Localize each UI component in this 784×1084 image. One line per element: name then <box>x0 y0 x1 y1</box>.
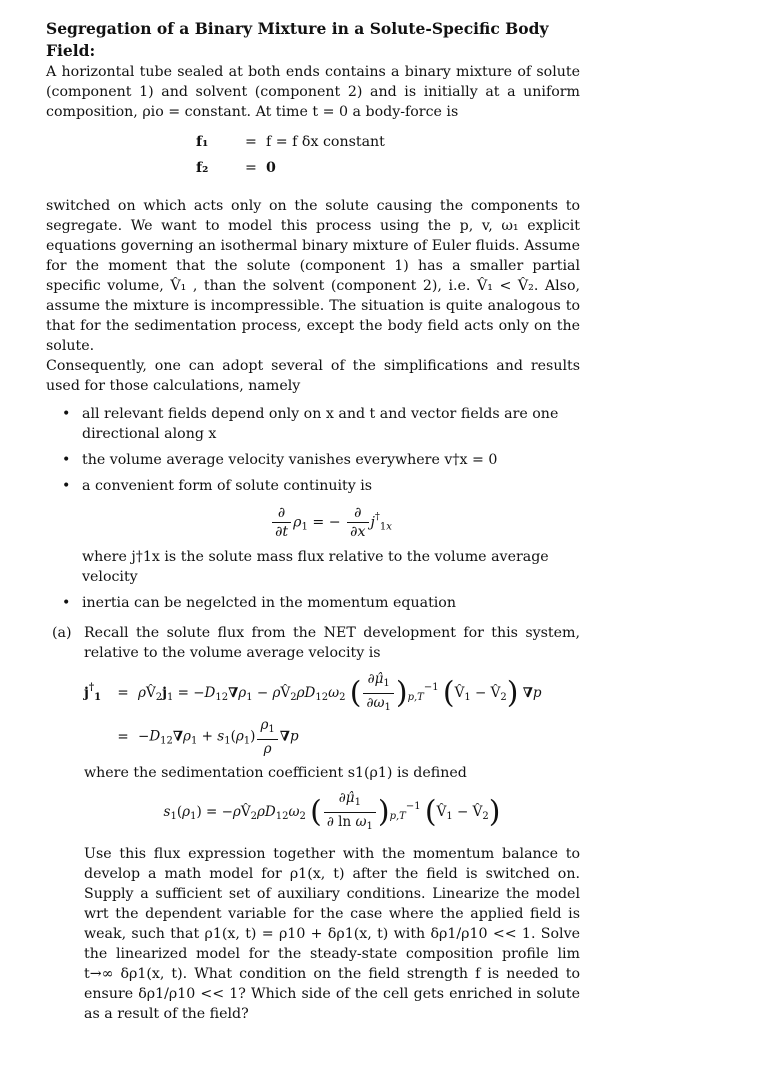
bullet-icon: • <box>62 406 71 422</box>
simplifications-paragraph: Consequently, one can adopt several of the simplifications and results used for those calculations, namely <box>46 358 580 394</box>
problem-title: Segregation of a Binary Mixture in a Solute-Specific Body Field: <box>46 19 549 60</box>
bullet-1-text: all relevant fields depend only on x and t and vector fields are one directional along x <box>82 406 559 442</box>
bullet-3-where: where j†1x is the solute mass flux relative to the volume average velocity <box>82 549 549 585</box>
eq-f1-lhs: f₁ <box>196 134 209 150</box>
bullet-icon: • <box>62 478 71 494</box>
sedimentation-equation: $s_1(\rho_1)$ = $-\rho V̂_2\rho D_{12}\omega_2$ ( $\frac{\partial\mû_1}{\partial \ln \omega_1}$ )$_{p,T}^{-1}$ ($V̂_1$ − $V̂_2$) <box>163 790 501 832</box>
body-force-equations <box>196 132 580 184</box>
part-a-label: (a) <box>52 625 72 641</box>
list-item <box>62 593 580 613</box>
problem-page <box>46 18 580 1024</box>
sedimentation-definition: where the sedimentation coefficient s1(ρ1) is defined <box>84 765 467 781</box>
part-a-lead: Recall the solute flux from the NET development for this system, relative to the volume average velocity is <box>84 625 580 661</box>
eq-f2: f₂ = 0 <box>196 160 276 176</box>
bullet-icon: • <box>62 595 71 611</box>
eq-f2-lhs: f₂ <box>196 160 209 176</box>
flux-equation: $j^\dagger_1$ = $\rho V̂_2j_1 = -D_{12}\nabla\rho_1$ − $\rho V̂_2\rho D_{12}\omega_2$ ( $\frac{\partial\mû_1}{\partial\omega_1}$ )$_{p,T}^{-1}$ ($V̂_1$ − $V̂_2$) ∇p = $-D_{12}\nabla\rho_1 + s_1(\rho_1)$ $\frac{\rho_1}{\rho}$ ∇p <box>84 670 542 757</box>
bullet-3-text: a convenient form of solute continuity is <box>82 478 373 494</box>
eq-f1-rhs: f = f δx constant <box>266 134 385 150</box>
bullet-4-text: inertia can be negelcted in the momentum equation <box>82 595 456 611</box>
part-a <box>52 623 580 1024</box>
assumption-list <box>46 404 580 613</box>
continuity-equation: $\frac{\partial}{\partial t}$ $\rho_1$ = − $\frac{\partial}{\partial x}$ $j^\dagger_{1x}$ <box>82 504 580 541</box>
bullet-2-text: the volume average velocity vanishes everywhere v†x = 0 <box>82 452 498 468</box>
list-item <box>62 476 580 587</box>
eq-f1: f₁ = f = f δx constant <box>196 134 385 150</box>
bullet-icon: • <box>62 452 71 468</box>
list-item <box>62 404 580 444</box>
setup-paragraph: switched on which acts only on the solute causing the components to segregate. We want to model this process using the p, v, ω₁ explicit equations governing an isothermal binary mixture of Euler fluids. Assume for the moment that the solute (component 1) has a smaller partial specific volume, V̂₁ , than the solvent (component 2), i.e. V̂₁ < V̂₂. Also, assume the mixture is incompressible. The situation is quite analogous to that for the sedimentation process, except the body field acts only on the solute. <box>46 198 580 354</box>
list-item <box>62 450 580 470</box>
eq-f2-rhs: 0 <box>266 160 276 176</box>
intro-paragraph: A horizontal tube sealed at both ends contains a binary mixture of solute (component 1) and solvent (component 2) and is initially at a uniform composition, ρio = constant. At time t = 0 a body-force is <box>46 64 580 120</box>
part-a-task: Use this flux expression together with the momentum balance to develop a math model for ρ1(x, t) after the field is switched on. Supply a sufficient set of auxiliary conditions. Linearize the model wrt the dependent variable for the case where the applied field is weak, such that ρ1(x, t) = ρ10 + δρ1(x, t) with δρ1/ρ10 << 1. Solve the linearized model for the steady-state composition profile lim t→∞ δρ1(x, t). What condition on the field strength f is needed to ensure δρ1/ρ10 << 1? Which side of the cell gets enriched in solute as a result of the field? <box>84 846 580 1022</box>
